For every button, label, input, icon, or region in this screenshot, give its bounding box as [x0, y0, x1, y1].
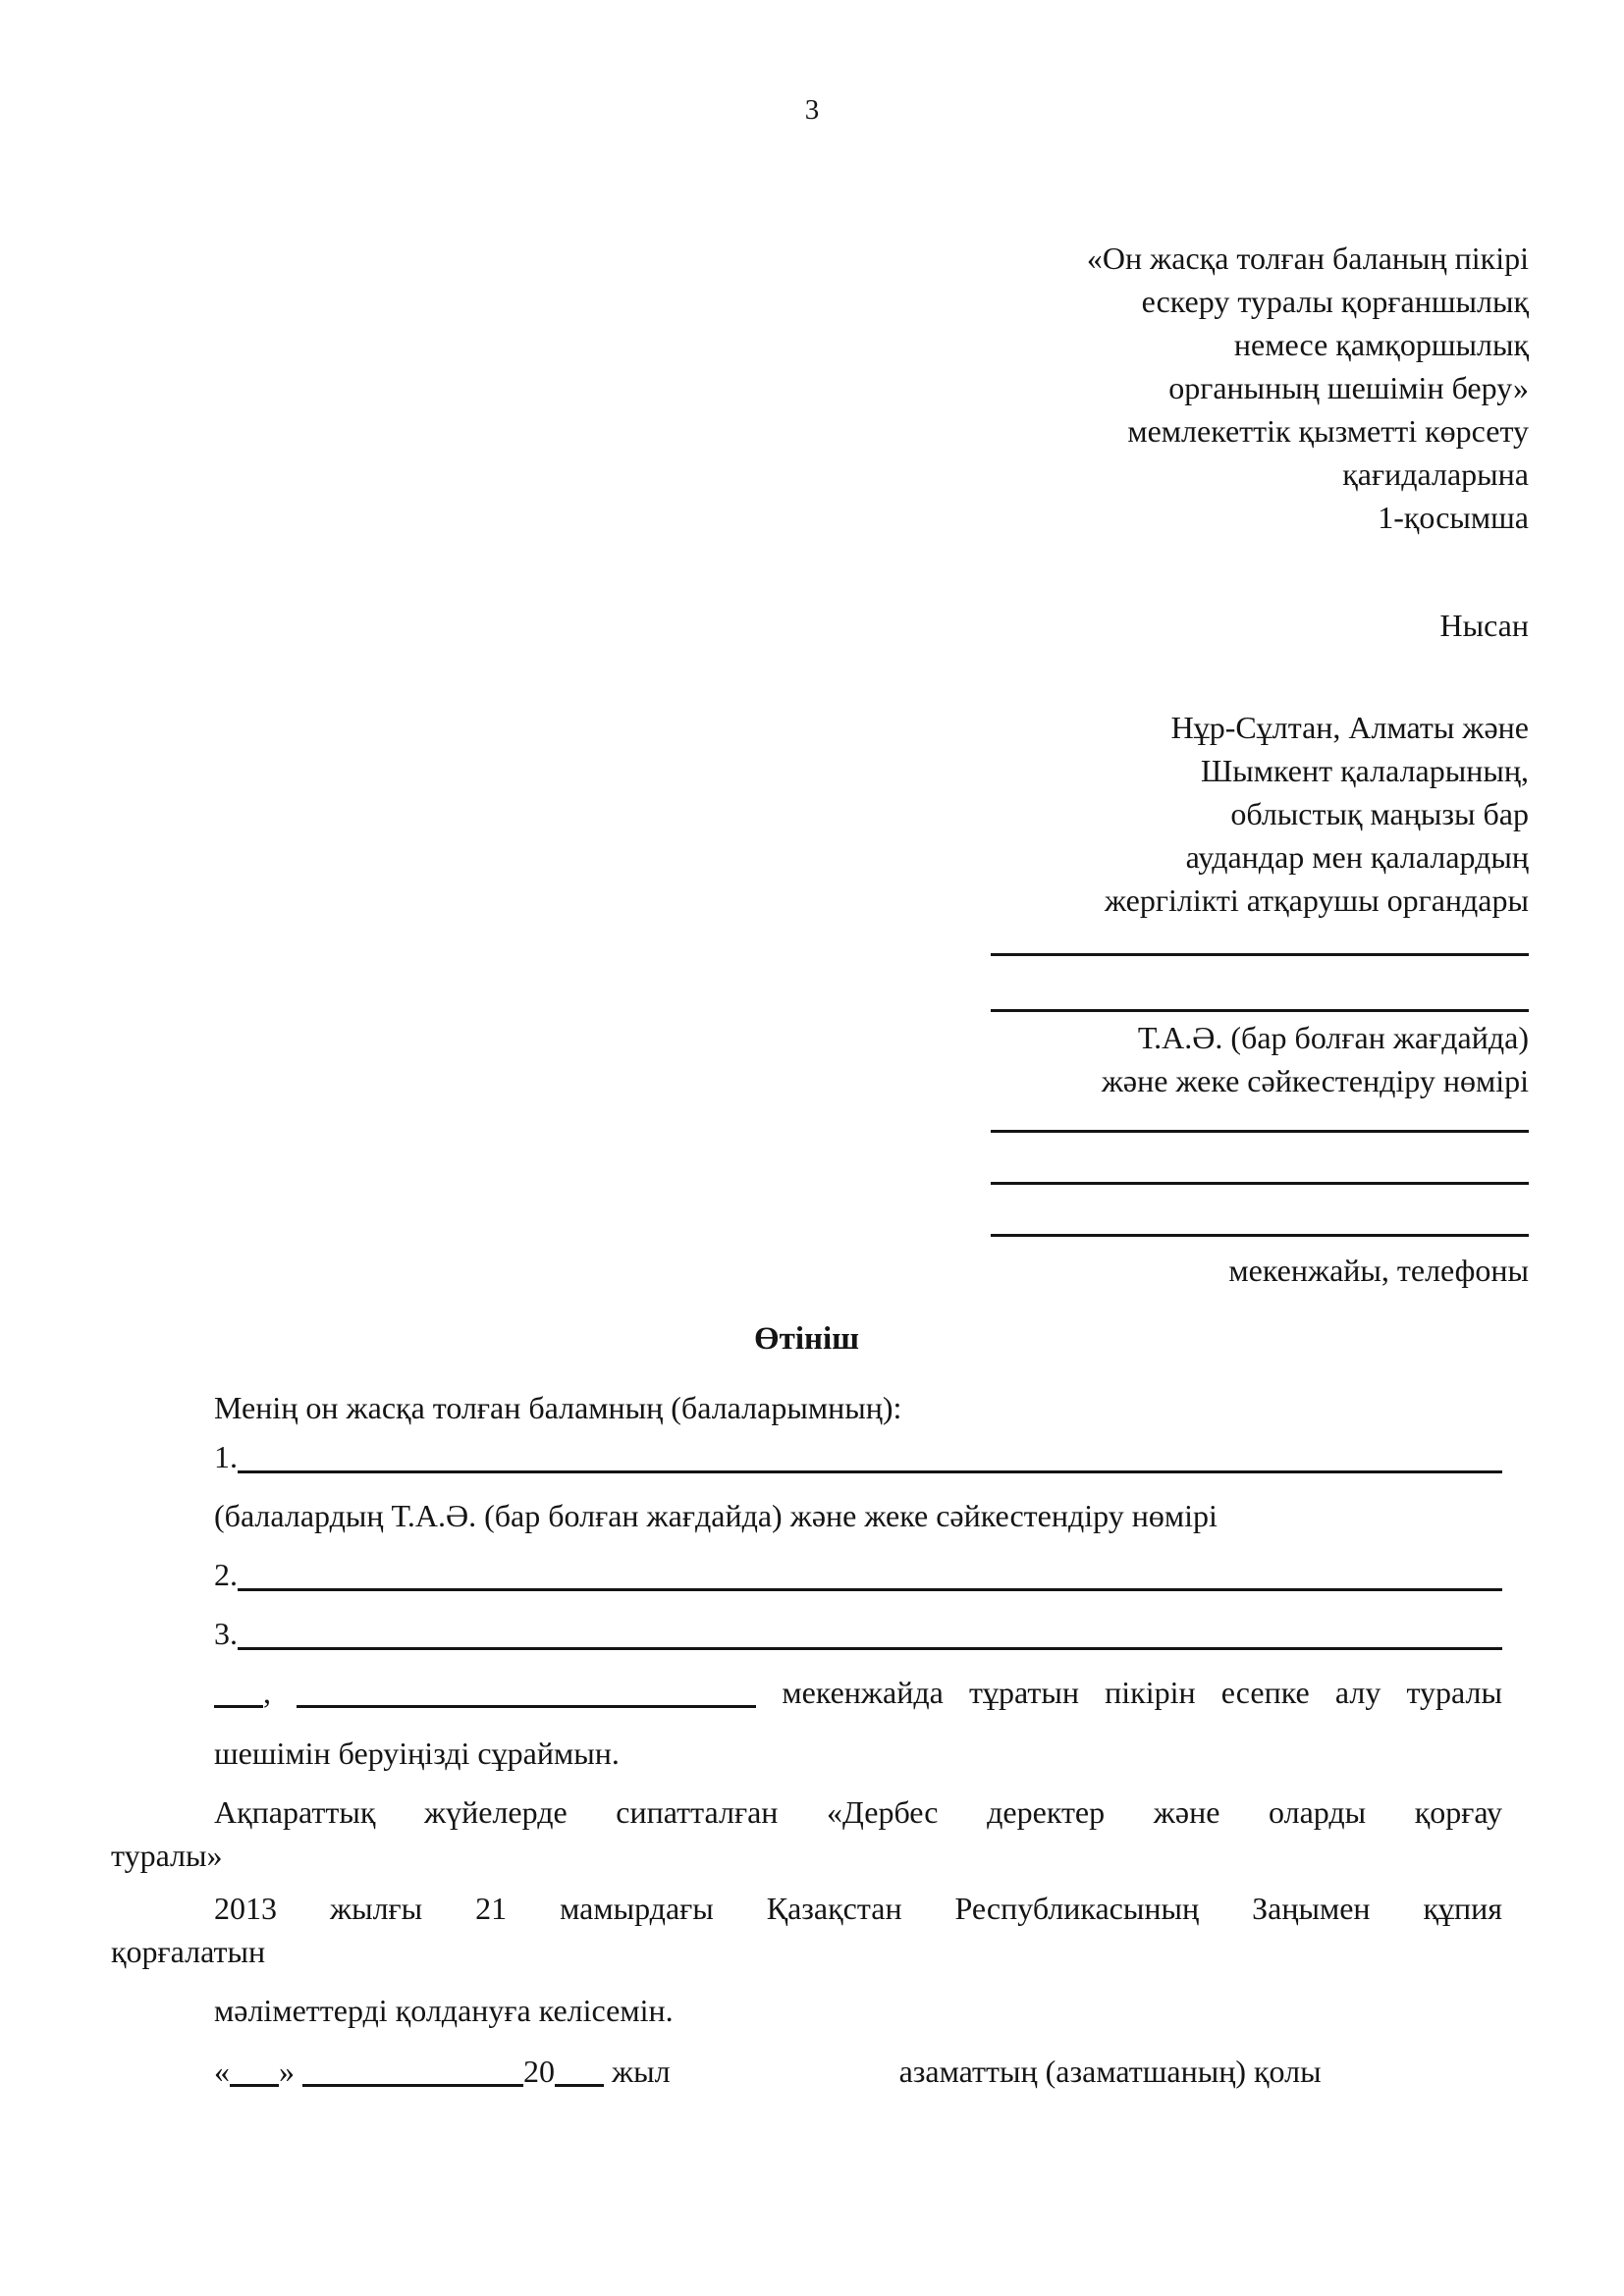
blank-line: [297, 1701, 756, 1708]
child-entry-1: [111, 1435, 1502, 1478]
residence-text: мекенжайда тұратын пікірін есепке алу туралы: [782, 1675, 1503, 1710]
applicant-iin-caption: және жеке сәйкестендіру нөмірі: [1101, 1063, 1529, 1098]
comma: ,: [263, 1675, 271, 1710]
blank-line: [991, 953, 1529, 956]
child-entry-3: [111, 1612, 1502, 1655]
addressee-line: Нұр-Сұлтан, Алматы және: [1170, 710, 1529, 745]
appendix-line: 1-қосымша: [1378, 500, 1529, 535]
consent-data-line: Ақпараттық жүйелерде сипатталған «Дербес деректер және оларды қорғау: [214, 1794, 1502, 1830]
consent-data-continuation: туралы»: [111, 1838, 223, 1873]
blank-line: [991, 1182, 1529, 1185]
appendix-line: қағидаларына: [1342, 456, 1529, 492]
blank-line: [991, 1234, 1529, 1237]
appendix-line: немесе қамқоршылық: [1233, 327, 1529, 362]
appendix-reference: [991, 237, 1529, 539]
blank-line: [991, 1009, 1529, 1012]
addressee-line: облыстық маңызы бар: [1230, 796, 1529, 831]
addressee-line: аудандар мен қалалардың: [1185, 839, 1529, 875]
consent-law-line: 2013 жылғы 21 мамырдағы Қазақстан Республикасының Заңымен құпия: [214, 1891, 1502, 1926]
applicant-name-caption: Т.А.Ә. (бар болған жағдайда): [1137, 1020, 1529, 1055]
blank-line: [214, 1701, 263, 1708]
appendix-line: «Он жасқа толған баланың пікірі: [1086, 240, 1529, 276]
application-body: [111, 1317, 1502, 2093]
blank-line: [991, 1130, 1529, 1133]
applicant-fill-block: [991, 953, 1529, 1292]
children-caption: (балалардың Т.А.Ә. (бар болған жағдайда) және жеке сәйкестендіру нөмірі: [214, 1498, 1218, 1533]
addressee-block: [991, 706, 1529, 922]
signature-caption: азаматтың (азаматшаның) қолы: [898, 2054, 1322, 2089]
application-title: Өтініш: [753, 1321, 860, 1357]
form-type-label: Нысан: [1439, 608, 1529, 643]
blank-line: [238, 1647, 1502, 1650]
appendix-line: мемлекеттік қызметті көрсету: [1127, 413, 1529, 449]
date-signature-row: [111, 2050, 1502, 2093]
close-quote: »: [279, 2054, 295, 2089]
item-number: 1.: [214, 1439, 238, 1474]
year-word: жыл: [612, 2054, 671, 2089]
residence-line: [111, 1671, 1502, 1714]
appendix-line: органының шешімін беру»: [1168, 370, 1529, 405]
appendix-line: ескеру туралы қорғаншылық: [1141, 284, 1529, 319]
date-month-blank: [302, 2080, 523, 2087]
item-number: 2.: [214, 1557, 238, 1592]
consent-law-continuation: қорғалатын: [111, 1934, 266, 1969]
date-day-blank: [230, 2080, 279, 2087]
year-blank: [555, 2080, 604, 2087]
open-quote: «: [214, 2054, 230, 2089]
page-number: 3: [804, 94, 820, 126]
blank-line: [238, 1588, 1502, 1591]
addressee-line: Шымкент қалаларының,: [1201, 753, 1529, 788]
address-phone-caption: мекенжайы, телефоны: [1228, 1253, 1529, 1288]
blank-line: [238, 1470, 1502, 1473]
child-entry-2: [111, 1553, 1502, 1596]
request-closing: шешімін беруіңізді сұраймын.: [214, 1735, 620, 1771]
addressee-line: жергілікті атқарушы органдары: [1104, 882, 1529, 918]
item-number: 3.: [214, 1616, 238, 1651]
consent-closing: мәліметтерді қолдануға келісемін.: [214, 1993, 674, 2028]
year-prefix: 20: [523, 2054, 555, 2089]
application-intro: Менің он жасқа толған баламның (балаларымның):: [214, 1390, 902, 1425]
